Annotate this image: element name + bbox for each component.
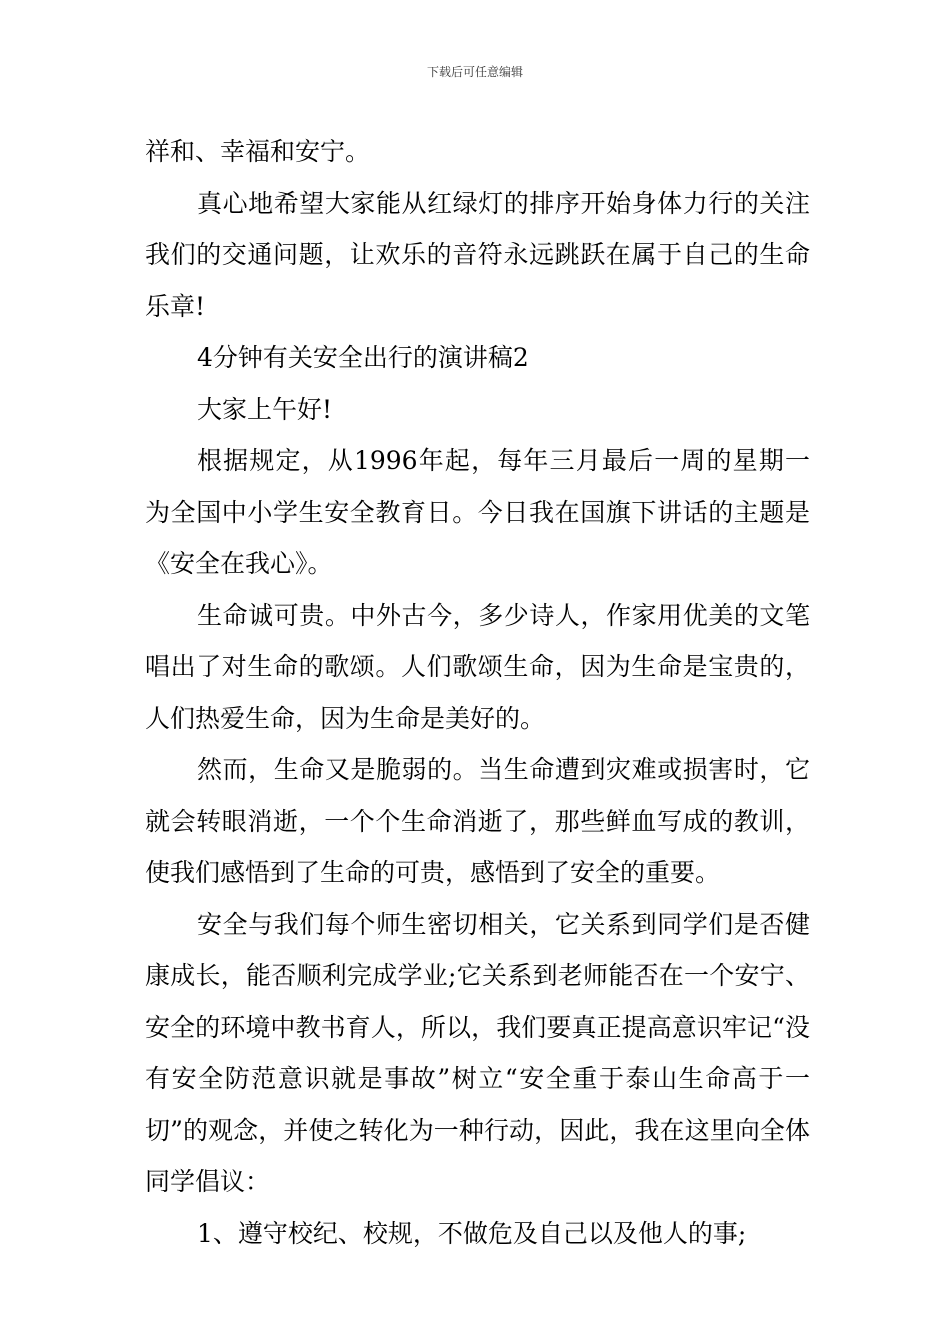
paragraph: 安全与我们每个师生密切相关，它关系到同学们是否健康成长，能否顺利完成学业;它关系到老师能否在一个安宁、安全的环境中教书育人，所以，我们要真正提高意识牢记“没有安全防范意识就是事故”树立“安全重于泰山生命高于一切”的观念，并使之转化为一种行动，因此，我在这里向全体同学倡议：	[145, 909, 810, 1196]
paragraph: 生命诚可贵。中外古今，多少诗人，作家用优美的文笔唱出了对生命的歌颂。人们歌颂生命，因为生命是宝贵的，人们热爱生命，因为生命是美好的。	[145, 600, 810, 733]
page-header: 下载后可任意编辑	[426, 65, 523, 79]
paragraph: 真心地希望大家能从红绿灯的排序开始身体力行的关注我们的交通问题，让欢乐的音符永远跳跃在属于自己的生命乐章!	[145, 188, 810, 321]
greeting: 大家上午好!	[197, 394, 333, 424]
section-heading: 4分钟有关安全出行的演讲稿2	[197, 343, 529, 372]
document-body	[145, 126, 810, 1259]
paragraph: 根据规定，从1996年起，每年三月最后一周的星期一为全国中小学生安全教育日。今日我在国旗下讲话的主题是《安全在我心》。	[145, 446, 810, 578]
paragraph: 祥和、幸福和安宁。	[145, 137, 371, 166]
list-item: 1、遵守校纪、校规，不做危及自己以及他人的事;	[197, 1218, 747, 1248]
paragraph: 然而，生命又是脆弱的。当生命遭到灾难或损害时，它就会转眼消逝，一个个生命消逝了，那些鲜血写成的教训，使我们感悟到了生命的可贵，感悟到了安全的重要。	[145, 755, 810, 887]
